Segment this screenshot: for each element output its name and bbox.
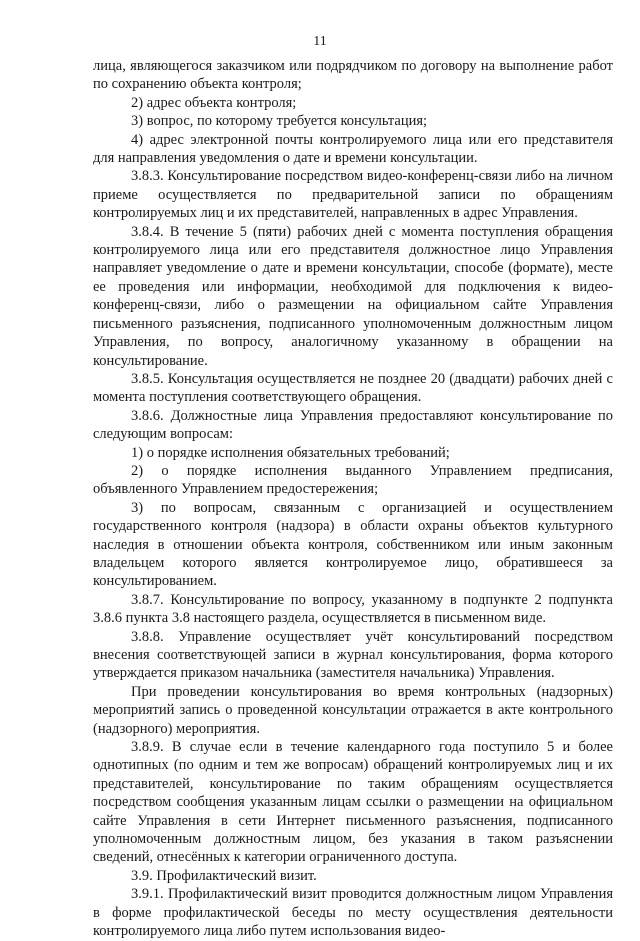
- paragraph-3-8-4: 3.8.4. В течение 5 (пяти) рабочих дней с момента поступления обращения контролируемого лица или его представителя должностное лицо Управления направляет уведомление о дате и времени консультации, способе (формате), месте ее проведения или информации, необходимой для подключения к видео-конференц-связи, либо о размещении на официальном сайте Управления письменного разъяснения, подписанного уполномоченным должностным лицом Управления, по вопросу, аналогичному указанному в обращении на консультирование.: [93, 223, 613, 369]
- paragraph-3-9-1: 3.9.1. Профилактический визит проводится должностным лицом Управления в форме профилактической беседы по месту осуществления деятельности контролируемого лица либо путем использования видео-: [93, 886, 613, 940]
- paragraph-3-8-6: 3.8.6. Должностные лица Управления предоставляют консультирование по следующим вопросам:: [93, 407, 613, 443]
- document-body: [93, 57, 613, 941]
- paragraph-consultation-record: При проведении консультирования во время контрольных (надзорных) мероприятий запись о проведенной консультации отражается в акте контрольного (надзорного) мероприятия.: [93, 683, 613, 737]
- paragraph-continuation: лица, являющегося заказчиком или подрядчиком по договору на выполнение работ по сохранению объекта контроля;: [93, 58, 613, 93]
- paragraph-3-8-3: 3.8.3. Консультирование посредством видео-конференц-связи либо на личном приеме осуществляется по предварительной записи по обращениям контролируемых лиц и их представителей, направленных в адрес Управления.: [93, 168, 613, 222]
- list-item-email: 4) адрес электронной почты контролируемого лица или его представителя для направления уведомления о дате и времени консультации.: [93, 131, 613, 167]
- paragraph-3-8-5: 3.8.5. Консультация осуществляется не позднее 20 (двадцати) рабочих дней с момента поступления соответствующего обращения.: [93, 370, 613, 406]
- list-item-question: 3) вопрос, по которому требуется консультация;: [131, 113, 428, 130]
- section-heading-3-9: 3.9. Профилактический визит.: [131, 867, 317, 884]
- list-item-requirements: 1) о порядке исполнения обязательных требований;: [131, 444, 450, 461]
- paragraph-3-8-8: 3.8.8. Управление осуществляет учёт консультирований посредством внесения соответствующей записи в журнал консультирования, форма которого утверждается приказом начальника (заместителя начальника) Управления.: [93, 628, 613, 682]
- list-item-object-address: 2) адрес объекта контроля;: [131, 94, 297, 111]
- list-item-prescription: 2) о порядке исполнения выданного Управлением предписания, объявленного Управлением предостережения;: [93, 462, 613, 498]
- paragraph-3-8-7: 3.8.7. Консультирование по вопросу, указанному в подпункте 2 подпункта 3.8.6 пункта 3.8 настоящего раздела, осуществляется в письменном виде.: [93, 591, 613, 627]
- paragraph-3-8-9: 3.8.9. В случае если в течение календарного года поступило 5 и более однотипных (по одним и тем же вопросам) обращений контролируемых лиц и их представителей, консультирование по таким обращениям осуществляется посредством сообщения указанным лицам ссылки о размещении на официальном сайте Управления в сети Интернет письменного разъяснения, подписанного уполномоченным должностным лицом, без указания в таком разъяснении сведений, отнесённых к категории ограниченного доступа.: [93, 739, 613, 866]
- page-number: 11: [313, 34, 327, 49]
- list-item-control-questions: 3) по вопросам, связанным с организацией и осуществлением государственного контроля (надзора) в области охраны объектов культурного наследия в отношении объекта контроля, собственником или иным законным владельцем которого является контролируемое лицо, обратившееся за консультированием.: [93, 499, 613, 590]
